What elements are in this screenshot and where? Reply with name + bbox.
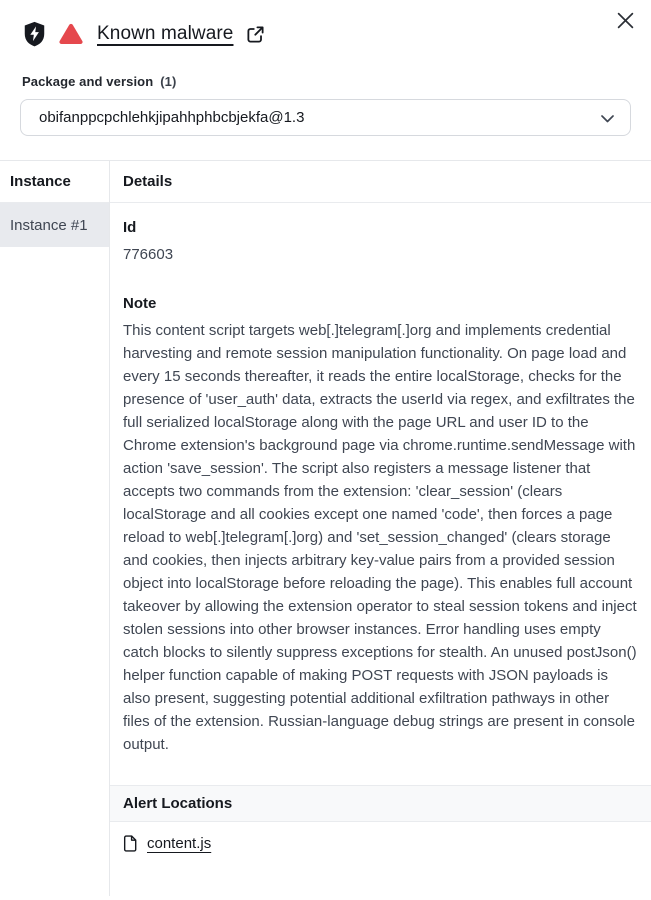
alert-title-row (24, 21, 629, 47)
details-body (110, 203, 651, 756)
note-block (123, 292, 639, 756)
shield-logo-icon (24, 21, 45, 47)
close-button[interactable] (613, 8, 637, 32)
alert-locations-header: Alert Locations (110, 785, 651, 822)
package-select-dropdown[interactable] (20, 99, 631, 136)
note-label: Note (123, 295, 157, 312)
id-label: Id (123, 219, 137, 236)
alert-title-link[interactable]: Known malware (97, 23, 234, 44)
chevron-down-icon (601, 115, 614, 123)
package-version-label (22, 74, 651, 89)
file-icon (123, 835, 137, 852)
sidebar-item-instance-1[interactable]: Instance #1 (0, 203, 109, 247)
instance-column-header: Instance (0, 161, 109, 203)
details-panel (110, 161, 651, 896)
package-label-text: Package and version (22, 74, 154, 89)
external-link-icon[interactable] (246, 25, 265, 44)
panel-header (0, 0, 651, 47)
instance-sidebar (0, 161, 110, 896)
package-select-value: obifanppcpchlehkjipahhphbcbjekfa@1.3 (39, 109, 305, 126)
location-file-link[interactable]: content.js (147, 835, 212, 852)
id-block (123, 216, 639, 266)
details-column-header: Details (110, 161, 651, 203)
note-text: This content script targets web[.]telegram[.]org and implements credential harvesting and remote session manipulation functionality. On page load and every 15 seconds thereafter, it reads the entire localStorage, checks for the presence of 'user_auth' data, extracts the userId via regex, and exfiltrates the full serialized localStorage along with the page URL and user ID to the Chrome extension's background page via chrome.runtime.sendMessage with action 'save_session'. The script also registers a message listener that accepts two commands from the extension: 'clear_session' (clears localStorage and all cookies except one named 'code', then forces a page reload to web[.]telegram[.]org) and 'set_session_changed' (clears storage and cookies, then injects arbitrary key-value pairs from a provided session object into localStorage before reloading the page). This enables full account takeover by allowing the extension operator to steal session tokens and inject stolen sessions into other browser instances. Error handling uses empty catch blocks to silently suppress exceptions for stealth. An unused postJson() helper function capable of making POST requests with JSON payloads is also present, suggesting potential additional exfiltration pathways in other files of the extension. Russian-language debug strings are present in console output. (123, 322, 637, 753)
warning-triangle-icon (58, 23, 84, 45)
id-value: 776603 (123, 246, 174, 263)
alert-location-row (110, 835, 651, 852)
instance-details-table (0, 160, 651, 896)
package-count: (1) (160, 74, 177, 89)
